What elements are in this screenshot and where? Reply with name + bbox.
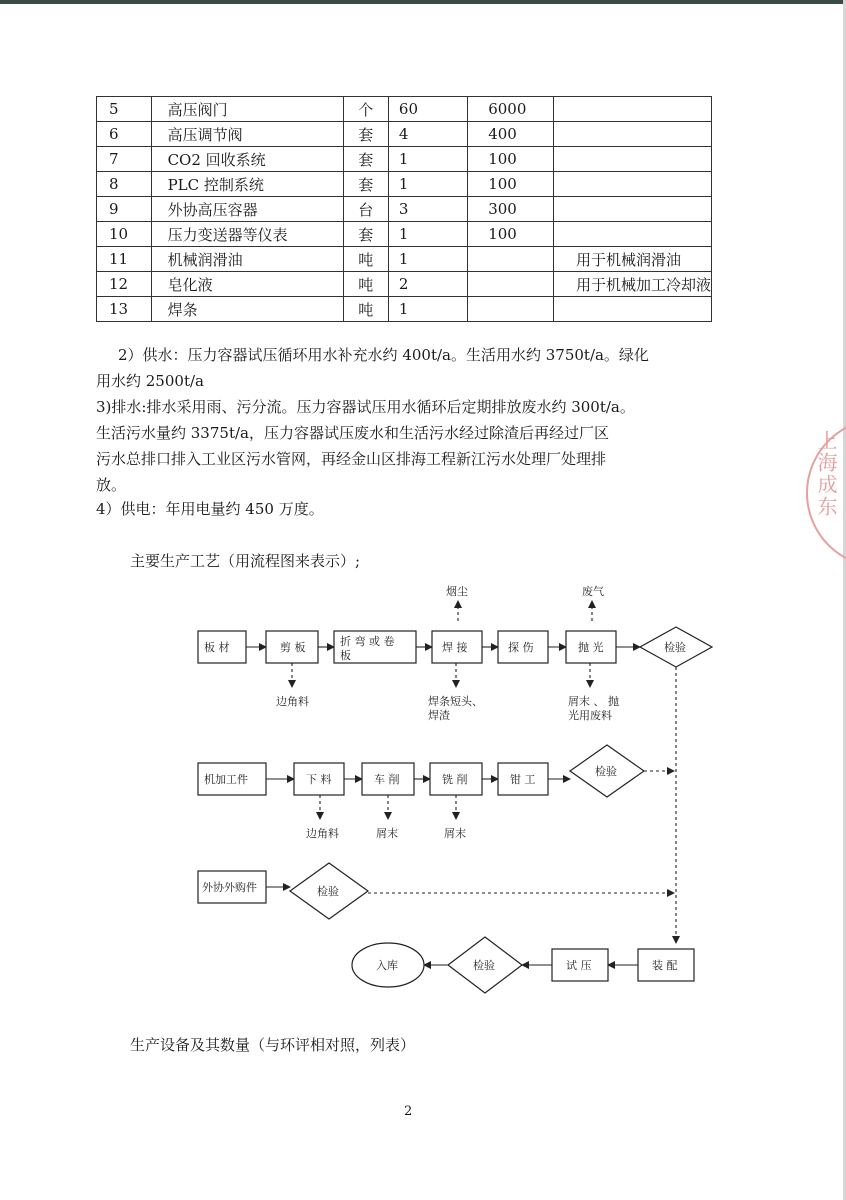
- cell-no: 8: [97, 172, 152, 197]
- table-row: [97, 247, 712, 272]
- cell-unit: 套: [343, 122, 388, 147]
- cell-unit: 个: [343, 97, 388, 122]
- table-row: [97, 97, 712, 122]
- polish-waste-label-line-2: 光用废料: [568, 709, 612, 722]
- cell-amount: [468, 247, 554, 272]
- welding-box: [432, 631, 482, 663]
- cell-qty: 4: [388, 122, 467, 147]
- cell-note: [553, 122, 711, 147]
- cell-qty: 1: [388, 222, 467, 247]
- svg-text:试 压: 试 压: [566, 959, 592, 972]
- svg-text:折 弯 或 卷: 折 弯 或 卷: [340, 635, 395, 648]
- svg-text:检验: 检验: [473, 959, 495, 972]
- svg-text:探 伤: 探 伤: [508, 641, 534, 654]
- machined-parts-box: [198, 763, 266, 795]
- table-row: [97, 197, 712, 222]
- cell-amount: 300: [468, 197, 554, 222]
- fitting-box: [498, 763, 548, 795]
- cell-note: [553, 197, 711, 222]
- cell-amount: 100: [468, 222, 554, 247]
- cell-note: 用于机械润滑油: [553, 247, 711, 272]
- svg-text:装 配: 装 配: [652, 959, 678, 972]
- water-supply-paragraph: [96, 342, 716, 394]
- table-row: [97, 222, 712, 247]
- power-supply-line: 4）供电：年用电量约 450 万度。: [96, 500, 324, 518]
- cell-note: [553, 97, 711, 122]
- drainage-line-3: 污水总排口排入工业区污水管网，再经金山区排海工程新江污水处理厂处理排: [96, 450, 607, 468]
- scrap-label-1: 边角料: [276, 695, 309, 708]
- cell-amount: 6000: [468, 97, 554, 122]
- equipment-table: [96, 96, 712, 322]
- svg-text:机加工件: 机加工件: [204, 773, 248, 786]
- process-flowchart: [180, 575, 740, 1005]
- cell-qty: 60: [388, 97, 467, 122]
- milling-box: [430, 763, 482, 795]
- cell-name: 高压阀门: [151, 97, 343, 122]
- cell-unit: 吨: [343, 247, 388, 272]
- equipment-heading: 生产设备及其数量（与环评相对照，列表）: [130, 1036, 416, 1054]
- pressure-test-box: [552, 949, 608, 981]
- polish-waste-label-line-1: 屑末 、 抛: [568, 695, 619, 708]
- svg-text:剪 板: 剪 板: [280, 641, 306, 654]
- cell-unit: 套: [343, 172, 388, 197]
- cell-amount: [468, 272, 554, 297]
- company-seal-text: 上海成东: [814, 430, 838, 518]
- svg-text:外协外购件: 外协外购件: [202, 881, 257, 894]
- cell-amount: 100: [468, 147, 554, 172]
- cell-name: 皂化液: [151, 272, 343, 297]
- cell-name: 焊条: [151, 297, 343, 322]
- cell-amount: 100: [468, 172, 554, 197]
- svg-text:入库: 入库: [376, 959, 398, 972]
- smoke-dust-label: 烟尘: [446, 585, 468, 598]
- weld-waste-label-line-1: 焊条短头、: [428, 695, 483, 708]
- cell-qty: 1: [388, 147, 467, 172]
- table-row: [97, 147, 712, 172]
- drainage-line-1: 3)排水:排水采用雨、污分流。压力容器试压用水循环后定期排放废水约 300t/a。: [96, 398, 635, 416]
- svg-text:检验: 检验: [317, 885, 339, 898]
- waste-gas-label: 废气: [582, 585, 604, 598]
- page-number: 2: [404, 1104, 413, 1119]
- cell-no: 7: [97, 147, 152, 172]
- page-top-edge: [0, 0, 846, 4]
- cell-no: 10: [97, 222, 152, 247]
- svg-text:铣 削: 铣 削: [442, 773, 468, 786]
- cell-name: 机械润滑油: [151, 247, 343, 272]
- svg-text:下 料: 下 料: [306, 773, 332, 786]
- assembly-box: [638, 949, 694, 981]
- cell-no: 13: [97, 297, 152, 322]
- svg-text:检验: 检验: [664, 641, 686, 654]
- blanking-box: [294, 763, 344, 795]
- drainage-line-2: 生活污水量约 3375t/a，压力容器试压废水和生活污水经过除渣后再经过厂区: [96, 424, 609, 442]
- svg-text:抛 光: 抛 光: [578, 641, 604, 654]
- cell-no: 6: [97, 122, 152, 147]
- cell-no: 9: [97, 197, 152, 222]
- cell-unit: 吨: [343, 272, 388, 297]
- cell-qty: 1: [388, 172, 467, 197]
- weld-waste-label-line-2: 焊渣: [428, 709, 450, 722]
- cell-no: 5: [97, 97, 152, 122]
- cell-name: CO2 回收系统: [151, 147, 343, 172]
- drainage-line-4: 放。: [96, 476, 127, 494]
- inspection-diamond-2: [570, 745, 644, 797]
- cell-no: 11: [97, 247, 152, 272]
- inspection-diamond-4: [448, 937, 522, 993]
- storage-ellipse: [352, 943, 424, 987]
- water-supply-line-1: 2）供水：压力容器试压循环用水补充水约 400t/a。生活用水约 3750t/a。绿化: [118, 346, 649, 364]
- cell-name: PLC 控制系统: [151, 172, 343, 197]
- cell-unit: 台: [343, 197, 388, 222]
- cell-note: 用于机械加工冷却液: [553, 272, 711, 297]
- cell-qty: 3: [388, 197, 467, 222]
- chips-label-2: 屑末: [444, 827, 466, 840]
- cell-note: [553, 147, 711, 172]
- svg-text:检验: 检验: [595, 765, 617, 778]
- polishing-box: [566, 631, 616, 663]
- table-row: [97, 122, 712, 147]
- folding-rolling-box: [334, 631, 416, 663]
- inspection-diamond-1: [640, 627, 712, 667]
- cell-qty: 1: [388, 297, 467, 322]
- inspection-diamond-3: [290, 863, 368, 919]
- svg-text:钳 工: 钳 工: [510, 773, 536, 786]
- plate-material-box: [198, 631, 246, 663]
- cell-unit: 套: [343, 222, 388, 247]
- water-supply-line-2: 用水约 2500t/a: [96, 372, 204, 390]
- cell-note: [553, 222, 711, 247]
- svg-text:板: 板: [340, 649, 351, 662]
- flaw-detection-box: [498, 631, 548, 663]
- cell-qty: 1: [388, 247, 467, 272]
- cell-amount: [468, 297, 554, 322]
- shearing-box: [266, 631, 318, 663]
- svg-text:板 材: 板 材: [204, 641, 230, 654]
- cell-name: 外协高压容器: [151, 197, 343, 222]
- scrap-label-2: 边角料: [306, 827, 339, 840]
- cell-note: [553, 172, 711, 197]
- cell-unit: 套: [343, 147, 388, 172]
- cell-amount: 400: [468, 122, 554, 147]
- table-row: [97, 172, 712, 197]
- cell-name: 高压调节阀: [151, 122, 343, 147]
- table-row: [97, 297, 712, 322]
- cell-note: [553, 297, 711, 322]
- svg-text:车 削: 车 削: [374, 773, 400, 786]
- drainage-paragraph: [96, 394, 716, 498]
- turning-box: [362, 763, 414, 795]
- chips-label-1: 屑末: [376, 827, 398, 840]
- svg-text:焊 接: 焊 接: [442, 641, 468, 654]
- cell-qty: 2: [388, 272, 467, 297]
- process-heading: 主要生产工艺（用流程图来表示）;: [130, 552, 361, 570]
- cell-no: 12: [97, 272, 152, 297]
- cell-name: 压力变送器等仪表: [151, 222, 343, 247]
- table-row: [97, 272, 712, 297]
- power-supply-paragraph: [96, 496, 716, 522]
- cell-unit: 吨: [343, 297, 388, 322]
- outsourced-parts-box: [198, 871, 266, 903]
